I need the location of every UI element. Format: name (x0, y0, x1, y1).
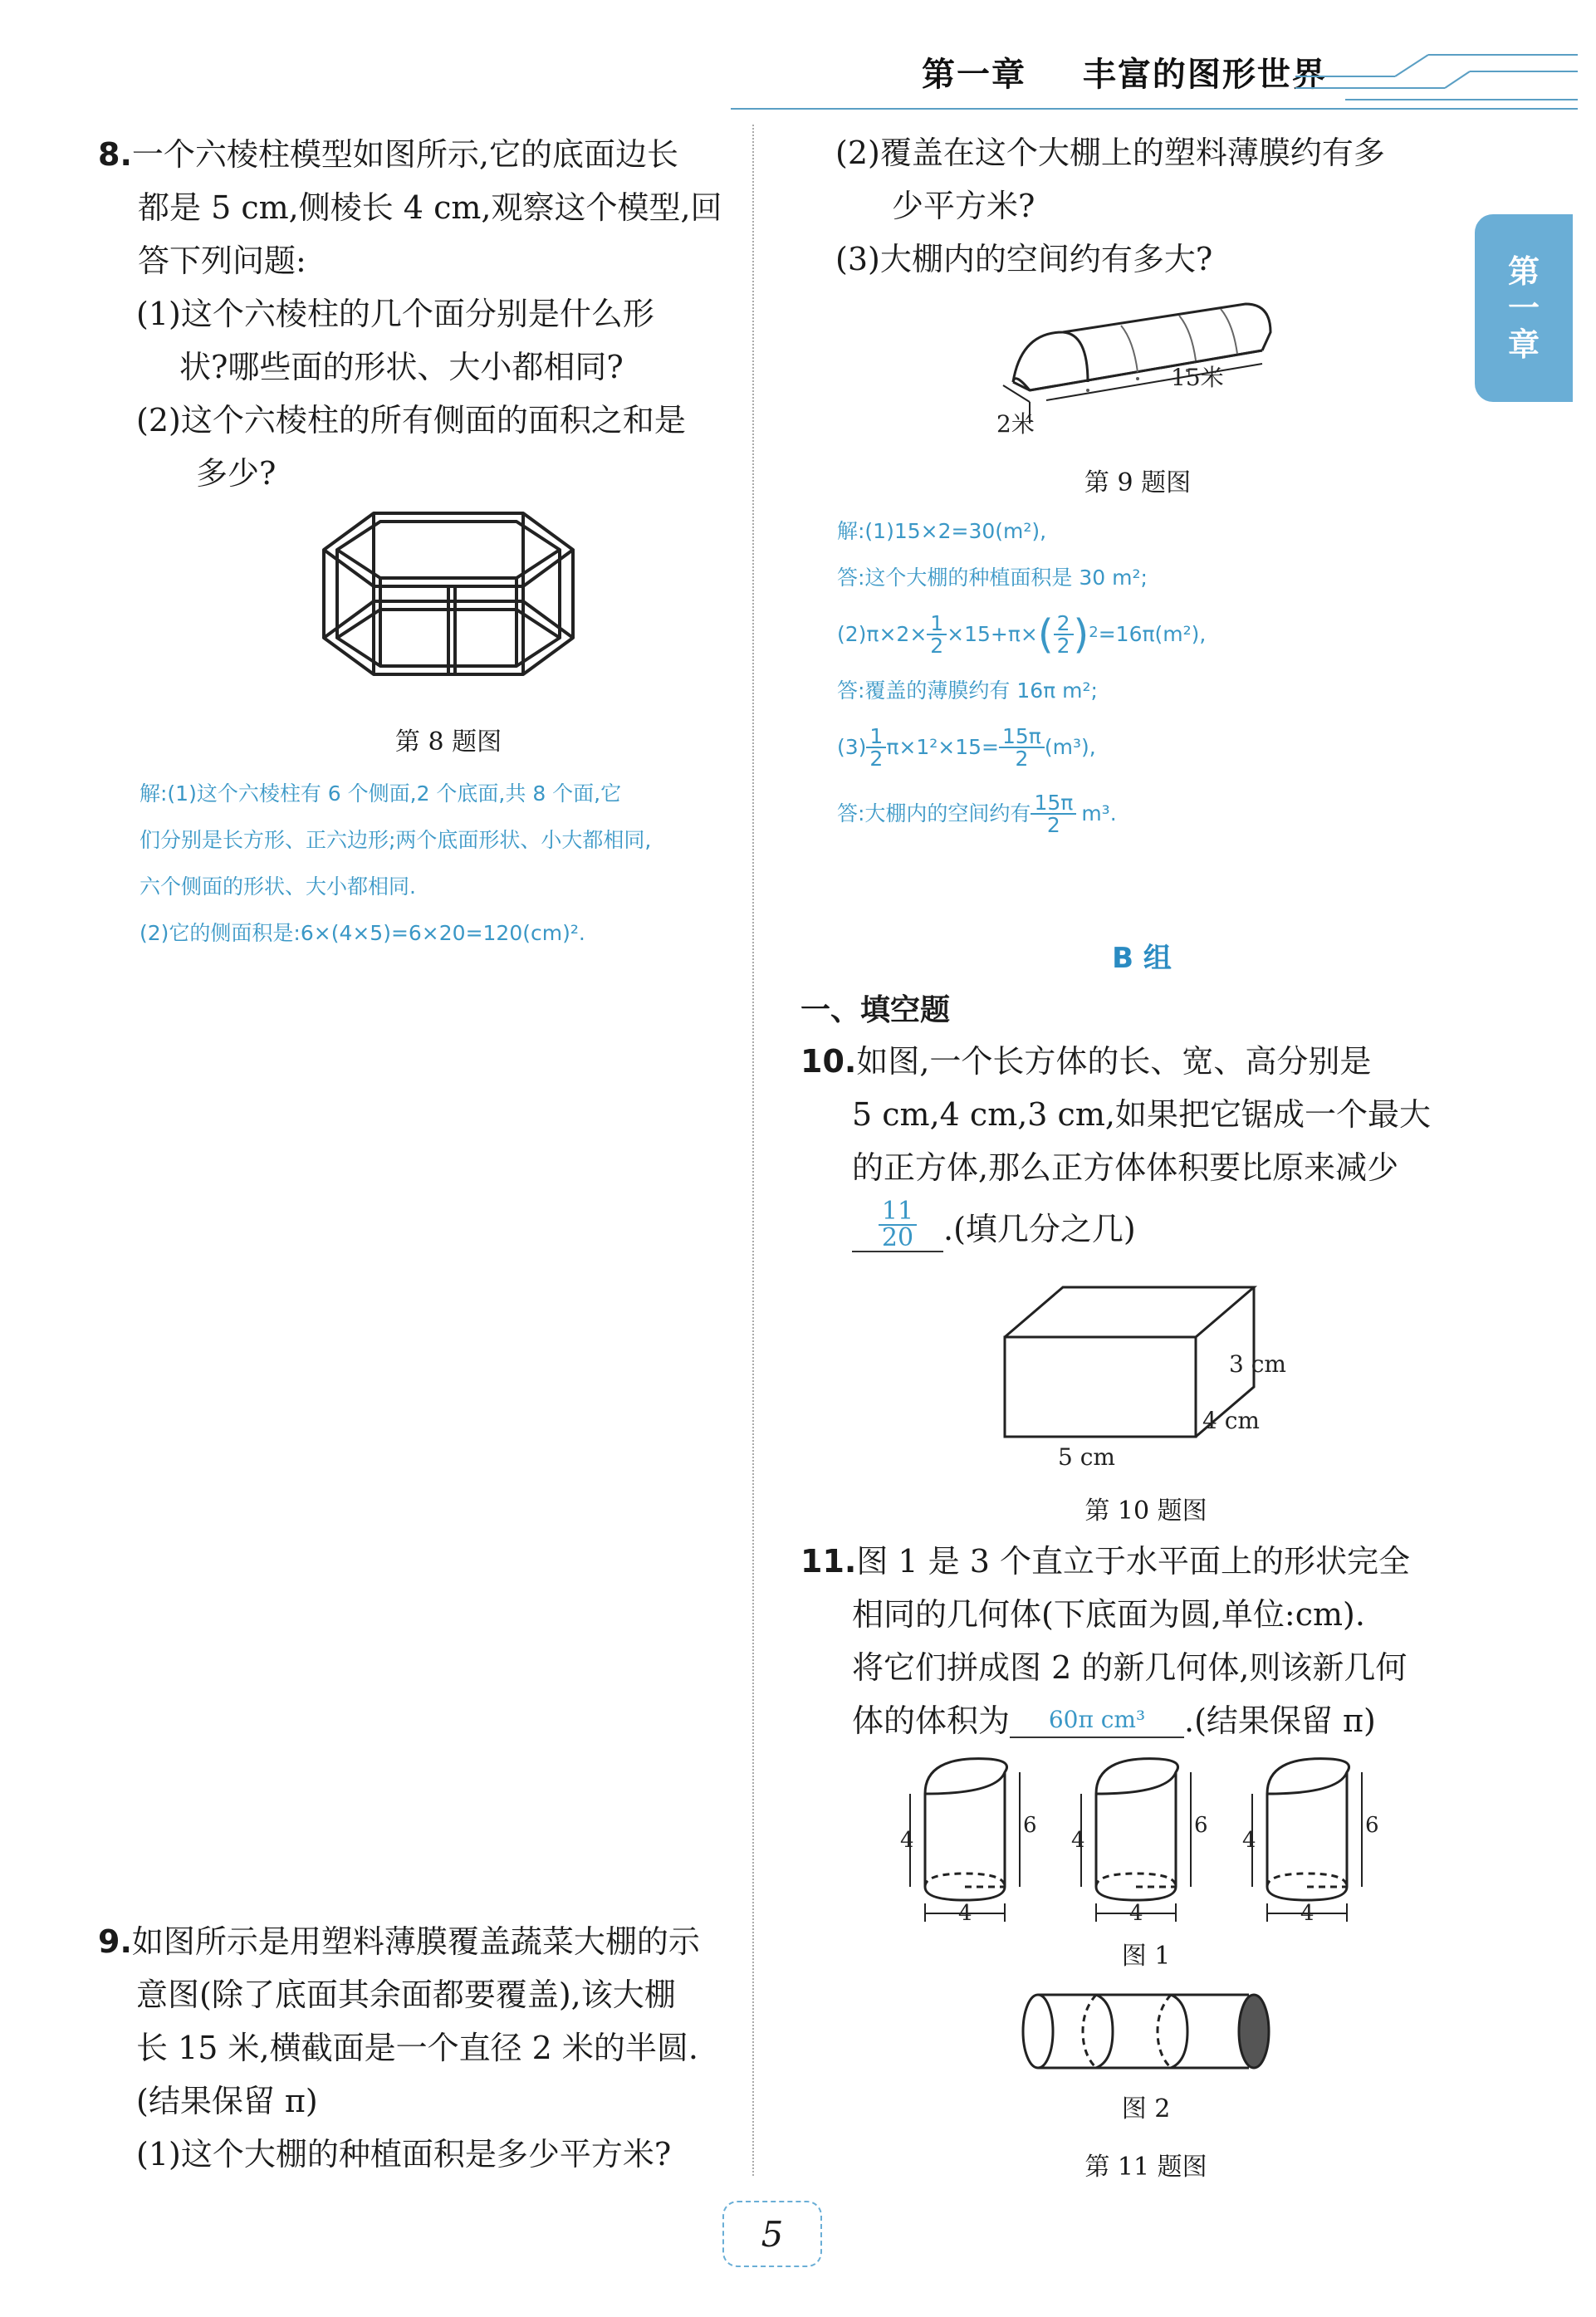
group-b-label: B 组 (1112, 942, 1172, 975)
question-text: 多少? (196, 455, 277, 492)
chapter-header (922, 48, 1327, 96)
answer-line: (2)π×2× $\frac{1}{2}$ ×15+π× ( $\frac{2}{2}$ ) 2 =16π(m²), (837, 611, 1207, 658)
question-number: 11. (800, 1543, 857, 1580)
question-9-stem (98, 1915, 700, 2181)
question-9-part-2 (835, 126, 1385, 233)
dim-label: 4 (1071, 1828, 1085, 1853)
fraction: $\frac{1}{2}$ (927, 613, 947, 656)
column-divider (752, 125, 754, 2176)
dim-label: 6 (1023, 1813, 1037, 1838)
answer-text: ×15+π× (947, 622, 1038, 646)
dim-label: 4 (1129, 1901, 1143, 1926)
truncated-cylinder (1242, 1759, 1379, 1926)
width-label: 4 cm (1202, 1407, 1260, 1434)
question-text: 少平方米? (892, 188, 1035, 224)
question-text: (2)这个六棱柱的所有侧面的面积之和是 (136, 402, 686, 438)
figure-10-caption: 第 10 题图 (1084, 1496, 1207, 1526)
question-text: 长 15 米,横截面是一个直径 2 米的半圆. (136, 2030, 699, 2066)
answer-text: (2)它的侧面积是:6×(4×5)=6×20=120(cm)². (140, 921, 585, 945)
fraction: $\frac{2}{2}$ (1054, 613, 1074, 656)
dim-label: 6 (1365, 1813, 1379, 1838)
question-9-part-1: (1)这个大棚的种植面积是多少平方米? (136, 2136, 672, 2172)
question-10-answer-line (852, 1199, 1136, 1252)
question-text: .(结果保留 π) (1184, 1702, 1376, 1739)
question-11-stem (800, 1535, 1410, 1747)
side-tab-char: 章 (1507, 326, 1540, 363)
question-8-stem (98, 128, 722, 287)
diameter-label: 2米 (996, 410, 1035, 438)
chapter-side-tab (1475, 214, 1573, 402)
page-number: 5 (722, 2201, 822, 2267)
answer-blank (852, 1199, 943, 1252)
answer-text: =16π(m²), (1098, 622, 1207, 646)
hexagonal-prism-figure (316, 508, 581, 699)
dim-label: 4 (1300, 1901, 1314, 1926)
answer-blank: 60π cm³ (1010, 1703, 1184, 1738)
truncated-cylinder (900, 1759, 1037, 1926)
question-9-part-3: (3)大棚内的空间约有多大? (835, 241, 1213, 277)
question-text: (结果保留 π) (136, 2083, 318, 2119)
figure-1-label: 图 1 (1121, 1942, 1171, 1971)
figure-9-caption: 第 9 题图 (1084, 468, 1192, 497)
figure-11-2 (1013, 1985, 1279, 2084)
answer-text: (m³), (1044, 735, 1096, 759)
answer-text: π×1²×15= (886, 735, 999, 759)
question-8-answer (140, 771, 651, 957)
question-text: (1)这个六棱柱的几个面分别是什么形 (136, 296, 654, 332)
question-text: 状?哪些面的形状、大小都相同? (179, 349, 624, 385)
answer-text: 六个侧面的形状、大小都相同. (140, 874, 416, 899)
question-number: 8. (98, 136, 132, 173)
figure-11-caption: 第 11 题图 (1084, 2153, 1207, 2182)
answer-text: (3) (837, 735, 867, 759)
question-text: 意图(除了底面其余面都要覆盖),该大棚 (136, 1977, 676, 2013)
question-text: 都是 5 cm,侧棱长 4 cm,观察这个模型,回 (138, 189, 722, 226)
answer-text: 答:覆盖的薄膜约有 16π m²; (837, 678, 1098, 703)
truncated-cylinder (1071, 1759, 1208, 1926)
length-label: 15米 (1171, 364, 1224, 391)
height-label: 3 cm (1229, 1350, 1286, 1378)
cuboid-figure (988, 1279, 1304, 1470)
question-text: 答下列问题: (138, 242, 306, 279)
question-text: 体的体积为 (852, 1702, 1011, 1739)
question-text: (2)覆盖在这个大棚上的塑料薄膜约有多 (835, 135, 1385, 171)
question-8-part-1 (136, 287, 654, 394)
answer-text: 解:(1)15×2=30(m²), (837, 519, 1047, 543)
answer-line (837, 714, 1468, 781)
dim-label: 4 (900, 1828, 914, 1853)
figure-2-label: 图 2 (1121, 2094, 1171, 2124)
fraction: $\frac{15\pi}{2}$ (1031, 792, 1076, 835)
answer-text: 答:大棚内的空间约有 (837, 801, 1031, 825)
answer-line (837, 781, 1468, 847)
side-tab-char: 第 (1507, 253, 1540, 290)
chapter-title: 丰富的图形世界 (1082, 56, 1327, 94)
figure-11-1 (900, 1747, 1420, 1926)
question-number: 9. (98, 1923, 132, 1960)
chapter-number: 第一章 (922, 56, 1026, 94)
question-text: 图 1 是 3 个直立于水平面上的形状完全 (856, 1543, 1410, 1580)
question-text: 5 cm,4 cm,3 cm,如果把它锯成一个最大 (852, 1096, 1431, 1133)
answer-text: (2)π×2× (837, 622, 928, 646)
question-text: 相同的几何体(下底面为圆,单位:cm). (852, 1596, 1365, 1633)
dim-label: 6 (1194, 1813, 1208, 1838)
question-8-part-2 (136, 394, 686, 500)
question-9-answer (837, 508, 1468, 847)
dim-label: 4 (958, 1901, 972, 1926)
greenhouse-figure (996, 299, 1279, 440)
fraction: $\frac{1}{2}$ (866, 726, 886, 769)
header-decoration (1295, 47, 1578, 113)
fraction: $\frac{15\pi}{2}$ (999, 726, 1045, 769)
answer-text: m³. (1081, 801, 1117, 825)
header-rule (731, 108, 1578, 110)
question-text: 如图,一个长方体的长、宽、高分别是 (856, 1043, 1372, 1080)
question-number: 10. (800, 1043, 857, 1080)
side-tab-char: 一 (1507, 290, 1540, 326)
question-10-stem (800, 1035, 1431, 1194)
section-heading: 一、填空题 (800, 993, 951, 1027)
answer-text: 们分别是长方形、正六边形;两个底面形状、小大都相同, (140, 828, 652, 852)
question-text: 如图所示是用塑料薄膜覆盖蔬菜大棚的示 (131, 1923, 700, 1960)
answer-text: 答:这个大棚的种植面积是 30 m²; (837, 566, 1148, 590)
dim-label: 4 (1242, 1828, 1256, 1853)
length-label: 5 cm (1058, 1443, 1115, 1471)
question-text: .(填几分之几) (943, 1210, 1136, 1247)
answer-text: 解:(1)这个六棱柱有 6 个侧面,2 个底面,共 8 个面,它 (140, 781, 622, 806)
question-text: 将它们拼成图 2 的新几何体,则该新几何 (852, 1649, 1408, 1686)
figure-8-caption: 第 8 题图 (394, 727, 502, 757)
question-text: 的正方体,那么正方体体积要比原来减少 (852, 1149, 1399, 1186)
question-text: 一个六棱柱模型如图所示,它的底面边长 (131, 136, 678, 173)
answer-fraction: $\frac{11}{20}$ (879, 1199, 917, 1251)
